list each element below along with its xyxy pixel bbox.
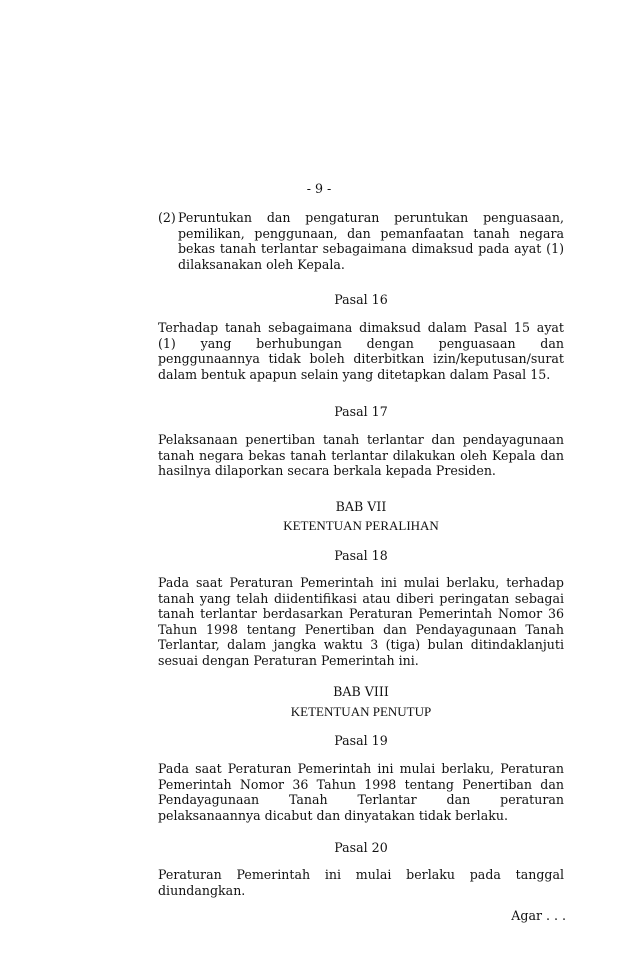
pasal-17-title: Pasal 17 xyxy=(334,404,388,419)
ayat-text: Peruntukan dan pengaturan peruntukan penguasaan, pemilikan, penggunaan, dan pemanfaatan tanah negara bekas tanah terlantar sebagaimana dimaksud pada ayat (1) dilaksanakan oleh Kepala. xyxy=(178,210,564,272)
pasal-18-text: Pada saat Peraturan Pemerintah ini mulai berlaku, terhadap tanah yang telah diidentifikasi atau diberi peringatan sebagai tanah terlantar berdasarkan Peraturan Pemerintah Nomor 36 Tahun 1998 tentang Penertiban dan Pendayagunaan Tanah Terlantar, dalam jangka waktu 3 (tiga) bulan ditindaklanjuti sesuai dengan Peraturan Pemerintah ini. xyxy=(158,575,564,668)
pasal-18-title: Pasal 18 xyxy=(334,548,388,563)
page-number: - 9 - xyxy=(306,181,332,196)
ayat-2 xyxy=(158,210,564,274)
bab-8-subtitle: KETENTUAN PENUTUP xyxy=(290,704,432,719)
pasal-17-text: Pelaksanaan penertiban tanah terlantar dan pendayagunaan tanah negara bekas tanah terlantar dilakukan oleh Kepala dan hasilnya dilaporkan secara berkala kepada Presiden. xyxy=(158,432,564,479)
pasal-19-title: Pasal 19 xyxy=(334,733,388,748)
ayat-number: (2) xyxy=(158,210,176,225)
pasal-16-text: Terhadap tanah sebagaimana dimaksud dalam Pasal 15 ayat (1) yang berhubungan dengan penguasaan dan penggunaannya tidak boleh diterbitkan izin/keputusan/surat dalam bentuk apapun selain yang ditetapkan dalam Pasal 15. xyxy=(158,320,564,382)
pasal-20-text-line-2: diundangkan. xyxy=(158,883,246,898)
pasal-19-text: Pada saat Peraturan Pemerintah ini mulai berlaku, Peraturan Pemerintah Nomor 36 Tahun 1998 tentang Penertiban dan Pendayagunaan Tanah Terlantar dan peraturan pelaksanaannya dicabut dan dinyatakan tidak berlaku. xyxy=(158,761,564,823)
pasal-20-title: Pasal 20 xyxy=(334,840,388,855)
bab-7-title: BAB VII xyxy=(335,499,387,514)
pasal-16-title: Pasal 16 xyxy=(334,292,388,307)
bab-7-subtitle: KETENTUAN PERALIHAN xyxy=(283,518,439,533)
continuation-marker: Agar . . . xyxy=(511,908,566,923)
bab-8-title: BAB VIII xyxy=(333,684,389,699)
pasal-20-text-line-1: Peraturan Pemerintah ini mulai berlaku pada tanggal xyxy=(158,867,564,882)
